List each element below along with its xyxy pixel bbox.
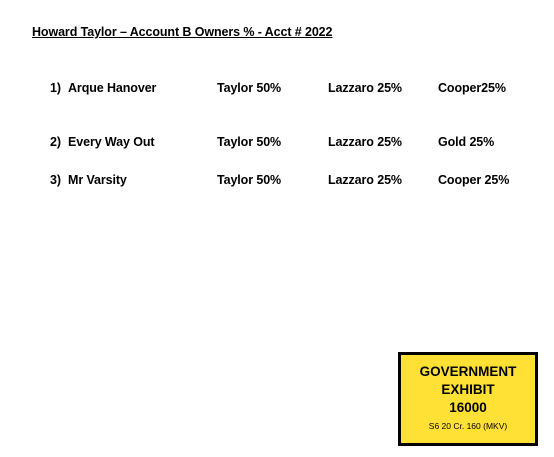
ownership-row xyxy=(0,173,554,191)
exhibit-case-reference: S6 20 Cr. 160 (MKV) xyxy=(428,421,508,431)
owner-share-2: Lazzaro 25% xyxy=(328,173,402,187)
owner-share-3: Cooper 25% xyxy=(438,173,510,187)
row-number: 2) xyxy=(50,135,61,149)
owner-share-2: Lazzaro 25% xyxy=(328,81,402,95)
owner-share-1: Taylor 50% xyxy=(217,135,282,149)
owner-share-3: Gold 25% xyxy=(438,135,495,149)
owner-share-3: Cooper25% xyxy=(438,81,506,95)
exhibit-line-exhibit: EXHIBIT xyxy=(441,382,495,397)
exhibit-sticker xyxy=(398,352,538,446)
owner-share-1: Taylor 50% xyxy=(217,81,282,95)
row-number: 3) xyxy=(50,173,61,187)
row-number: 1) xyxy=(50,81,61,95)
owner-share-1: Taylor 50% xyxy=(217,173,282,187)
ownership-row xyxy=(0,135,554,153)
ownership-row xyxy=(0,81,554,99)
horse-name: Mr Varsity xyxy=(68,173,127,187)
document-title: Howard Taylor – Account B Owners % - Acct # 2022 xyxy=(32,25,333,39)
horse-name: Every Way Out xyxy=(68,135,155,149)
exhibit-line-government: GOVERNMENT xyxy=(419,364,517,379)
exhibit-number: 16000 xyxy=(449,400,487,415)
owner-share-2: Lazzaro 25% xyxy=(328,135,402,149)
horse-name: Arque Hanover xyxy=(68,81,157,95)
